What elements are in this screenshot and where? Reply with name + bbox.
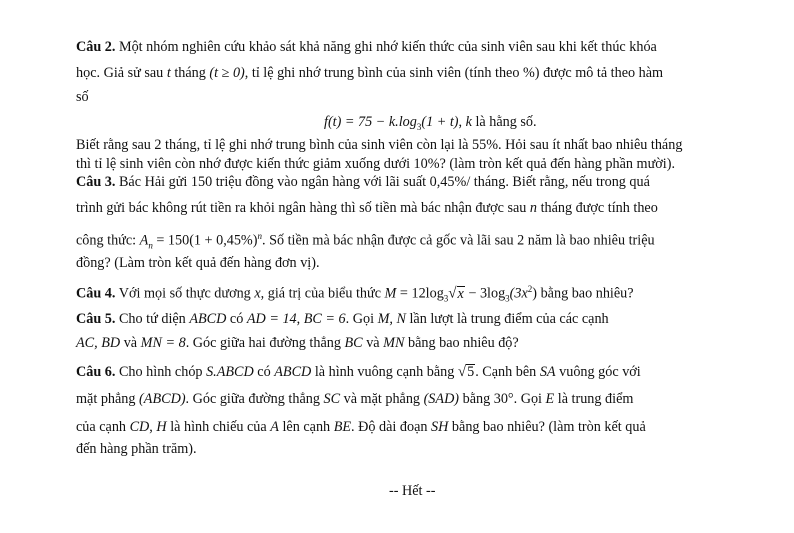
q6-plane-abcd: (ABCD) — [139, 391, 186, 407]
q2-text-2a: học. Giả sử sau — [76, 65, 167, 81]
q3-var-n: n — [529, 200, 538, 216]
q4-var-M: M — [384, 285, 397, 302]
q5-bc: BC = 6 — [303, 311, 346, 327]
q3-text-2b: tháng được tính theo — [537, 200, 658, 216]
q6-text-3f: bằng bao nhiêu? (làm tròn kết quả — [448, 419, 646, 435]
q6-text-3e: . Độ dài đoạn — [351, 419, 432, 435]
q4-label: Câu 4. — [76, 285, 116, 302]
q6-text-3a: của cạnh — [76, 419, 130, 435]
q2-label: Câu 2. — [76, 39, 116, 55]
q2-formula-lhs: f(t) = 75 − k.log — [324, 114, 417, 130]
q2-line-2 — [76, 64, 663, 82]
q4-expr-arg: (3x — [509, 285, 528, 302]
q2-formula-k: k — [465, 114, 472, 130]
sqrt-icon: √ — [457, 364, 467, 380]
q6-sa: SA — [539, 364, 556, 380]
q2-formula-note: là hằng số. — [471, 114, 537, 130]
q2-formula-arg: (1 + t) — [421, 114, 459, 130]
q5-text-a: Cho tứ diện — [118, 311, 190, 327]
q6-text-2e: . Gọi — [513, 391, 546, 407]
q6-text-a: Cho hình chóp — [118, 364, 207, 380]
q6-text-2c: và mặt phẳng — [340, 391, 424, 407]
q6-abcd: ABCD — [274, 364, 312, 380]
q6-cd: CD — [129, 419, 150, 435]
q4-expr-exp: 2 — [527, 284, 533, 294]
q6-line-3 — [76, 418, 646, 436]
q6-text-2b: . Góc giữa đường thẳng — [185, 391, 324, 407]
q3-line-3 — [76, 227, 655, 255]
q5-ad: AD = 14 — [246, 311, 297, 327]
q4-expr-2: − 3log — [464, 285, 506, 302]
q6-text-b: có — [253, 364, 275, 380]
q2-formula-base: 3 — [416, 121, 422, 132]
q4-line-1 — [76, 280, 634, 308]
q6-angle: 30° — [493, 391, 514, 407]
q6-radicand: 5 — [467, 364, 475, 380]
q6-text-2a: mặt phẳng — [76, 391, 140, 407]
q2-text-1: Một nhóm nghiên cứu khảo sát khả năng ghi nhớ kiến thức của sinh viên sau khi kết thúc khóa — [118, 39, 657, 55]
q5-text-2d: và — [362, 335, 384, 351]
q3-line-2 — [76, 199, 658, 217]
q3-text-2a: trình gửi bác không rút tiền ra khỏi ngân hàng thì số tiền mà bác nhận được sau — [76, 200, 530, 216]
q2-text-2b: tháng — [170, 65, 210, 81]
q4-text-a: Với mọi số thực dương — [118, 285, 255, 302]
q3-var-A: A — [139, 232, 149, 249]
q5-text-2b: và — [120, 335, 141, 351]
q6-text-3b: , — [149, 419, 157, 435]
q2-condition: (t ≥ 0) — [209, 65, 245, 81]
q6-text-3c: là hình chiếu của — [166, 419, 271, 435]
q5-line-1 — [76, 310, 609, 328]
q6-line-1 — [76, 363, 641, 381]
q3-line-1 — [76, 173, 650, 191]
q5-line-bc: BC — [344, 335, 363, 351]
q3-text-1: Bác Hải gửi 150 triệu đồng vào ngân hàng với lãi suất 0,45%/ tháng. Biết rằng, nếu trong quá — [118, 174, 650, 190]
q6-text-2d: bằng — [459, 391, 494, 407]
q5-ac-bd: AC, BD — [76, 335, 121, 351]
q5-mn-len: MN = 8 — [140, 335, 186, 351]
q5-text-e: lần lượt là trung điểm của các cạnh — [405, 311, 609, 327]
q6-sc: SC — [323, 391, 341, 407]
q6-be: BE — [333, 419, 352, 435]
q5-text-d: . Gọi — [345, 311, 378, 327]
q6-sh: SH — [431, 419, 449, 435]
q4-expr-1: = 12log — [396, 285, 444, 302]
q6-point-e: E — [545, 391, 555, 407]
q4-radicand: x — [457, 285, 464, 302]
q3-text-3a: công thức: — [76, 232, 140, 249]
q2-formula-sep: , — [458, 114, 466, 130]
q3-line-4: đồng? (Làm tròn kết quả đến hàng đơn vị). — [76, 255, 320, 271]
q6-plane-sad: (SAD) — [423, 391, 460, 407]
q6-text-2f: là trung điểm — [554, 391, 634, 407]
q6-label: Câu 6. — [76, 364, 116, 380]
q2-text-2c: , tỉ lệ ghi nhớ trung bình của sinh viên (tính theo %) được mô tả theo hàm — [244, 65, 664, 81]
q4-expr-close: ) — [532, 285, 538, 302]
q5-text-c: , — [296, 311, 304, 327]
q4-text-g: bằng bao nhiêu? — [537, 285, 634, 302]
q2-formula — [324, 114, 537, 132]
q3-formula-exp: n — [257, 231, 262, 241]
q3-label: Câu 3. — [76, 174, 116, 190]
q6-line-4: đến hàng phần trăm). — [76, 441, 197, 457]
q5-text-2e: bằng bao nhiêu độ? — [404, 335, 519, 351]
q2-line-3: số — [76, 89, 89, 105]
q3-var-A-sub: n — [148, 240, 153, 251]
q5-line-mn: MN — [383, 335, 405, 351]
q2-line-5: thì tỉ lệ sinh viên còn nhớ được kiến thức giảm xuống dưới 10%? (làm tròn kết quả đến hàng phần mười). — [76, 156, 675, 172]
q5-label: Câu 5. — [76, 311, 116, 327]
q6-text-e: vuông góc với — [555, 364, 641, 380]
q4-text-b: , giá trị của biểu thức — [260, 285, 385, 302]
q4-var-x: x — [254, 285, 261, 302]
q5-text-b: có — [226, 311, 247, 327]
q2-line-4: Biết rằng sau 2 tháng, tỉ lệ ghi nhớ trung bình của sinh viên còn lại là 55%. Hỏi sau ít nhất bao nhiêu tháng — [76, 137, 683, 153]
q6-pyramid: S.ABCD — [206, 364, 254, 380]
q6-point-h: H — [156, 419, 167, 435]
q5-line-2 — [76, 334, 519, 352]
end-marker: -- Hết -- — [389, 483, 436, 499]
q2-line-1 — [76, 38, 657, 56]
q6-text-d: . Cạnh bên — [475, 364, 540, 380]
q6-point-a: A — [270, 419, 279, 435]
sqrt-icon: √ — [448, 285, 457, 302]
q5-abcd: ABCD — [189, 311, 227, 327]
q5-text-2c: . Góc giữa hai đường thẳng — [185, 335, 345, 351]
q6-line-2 — [76, 390, 633, 408]
q3-text-3b: . Số tiền mà bác nhận được cả gốc và lãi sau 2 năm là bao nhiêu triệu — [261, 232, 655, 249]
q6-text-c: là hình vuông cạnh bằng — [311, 364, 458, 380]
q4-expr-base-2: 3 — [505, 293, 510, 304]
q2-var-t: t — [166, 65, 171, 81]
q4-expr-base-1: 3 — [443, 293, 449, 304]
q3-formula: = 150(1 + 0,45%) — [152, 232, 258, 249]
q6-text-3d: lên cạnh — [278, 419, 334, 435]
q5-mn: M, N — [377, 311, 406, 327]
